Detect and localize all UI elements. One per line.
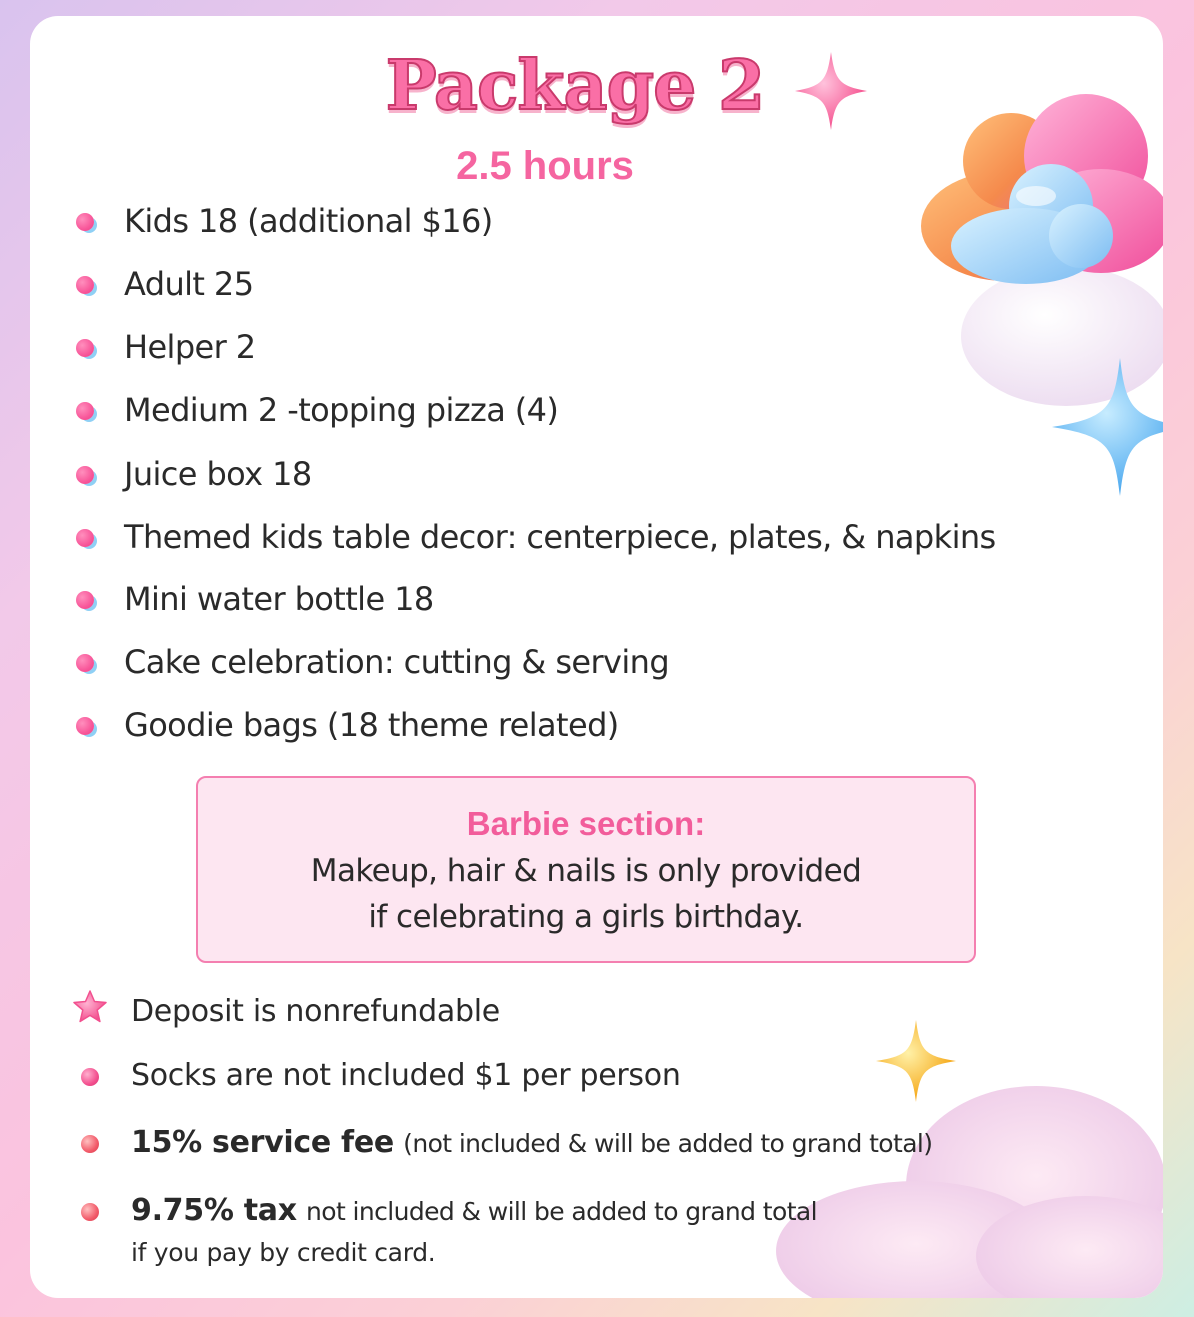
service-fee-note: 15% service fee (not included & will be added to grand total) xyxy=(131,1123,932,1164)
red-dot-icon xyxy=(81,1135,99,1153)
pink-dot-icon xyxy=(76,276,94,294)
list-item: Medium 2 -topping pizza (4) xyxy=(124,390,558,430)
list-item: Cake celebration: cutting & serving xyxy=(124,642,669,682)
tax-note: 9.75% tax not included & will be added to grand total if you pay by credit card. xyxy=(131,1191,817,1274)
barbie-line-2: if celebrating a girls birthday. xyxy=(368,899,804,935)
pink-dot-icon xyxy=(76,339,94,357)
pink-dot-icon xyxy=(76,654,94,672)
list-item: Goodie bags (18 theme related) xyxy=(124,705,619,745)
socks-note: Socks are not included $1 per person xyxy=(131,1056,681,1096)
list-item: Kids 18 (additional $16) xyxy=(124,201,493,241)
pink-dot-icon xyxy=(76,529,94,547)
pink-dot-icon xyxy=(76,213,94,231)
pink-dot-icon xyxy=(76,591,94,609)
list-item: Themed kids table decor: centerpiece, plates, & napkins xyxy=(124,517,996,557)
list-item: Mini water bottle 18 xyxy=(124,579,434,619)
deposit-note: Deposit is nonrefundable xyxy=(131,992,500,1032)
pink-dot-icon xyxy=(76,717,94,735)
list-item: Adult 25 xyxy=(124,264,253,304)
barbie-line-1: Makeup, hair & nails is only provided xyxy=(310,853,862,889)
pink-dot-icon xyxy=(76,402,94,420)
list-item: Juice box 18 xyxy=(124,454,312,494)
package-card xyxy=(30,16,1163,1298)
pink-dot-icon xyxy=(81,1068,99,1086)
barbie-section-title: Barbie section: xyxy=(466,805,706,842)
package-title: Package 2 xyxy=(385,46,765,126)
blue-sparkle-icon xyxy=(1050,356,1163,498)
pink-cloud-icon xyxy=(756,1086,1163,1298)
list-item: Helper 2 xyxy=(124,327,256,367)
barbie-section-box xyxy=(196,776,976,963)
pink-star-icon xyxy=(73,990,107,1024)
red-dot-icon xyxy=(81,1203,99,1221)
pink-dot-icon xyxy=(76,466,94,484)
barbie-section-text xyxy=(198,848,974,940)
package-duration: 2.5 hours xyxy=(456,144,634,188)
